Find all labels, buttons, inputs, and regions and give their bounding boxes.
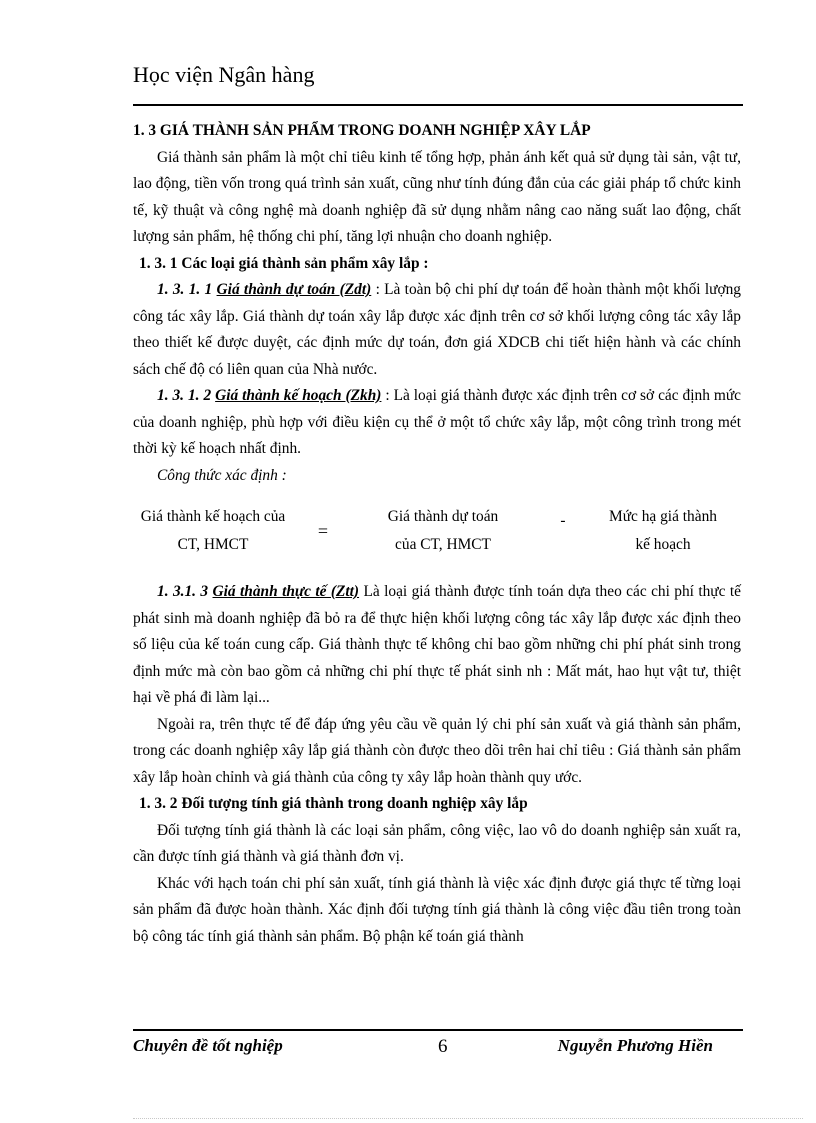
formula-block [133,503,741,579]
section-heading-1-3: 1. 3 GIÁ THÀNH SẢN PHẨM TRONG DOANH NGHIỆP XÂY LẮP [133,122,591,139]
paragraph-item-3 [133,579,741,712]
formula-left-line2: CT, HMCT [177,536,249,553]
page-header-title: Học viện Ngân hàng [133,62,315,87]
formula-left-term [123,503,303,559]
footer-author: Nguyễn Phương Hiền [557,1036,713,1055]
formula-mid-line1: Giá thành dự toán [387,508,499,525]
formula-left-line1: Giá thành kế hoạch của [140,508,286,525]
item-1-text: : Là toàn bộ chi phí dự toán để hoàn thành một khối lượng công tác xây lắp. Giá thành dự toán xây lắp được xác định trên cơ sở khối lượng công tác xây lắp theo thiết kế được duyệt, các định mức dự toán, đơn giá XDCB chi tiết hiện hành và các chính sách chế độ có liên quan của Nhà nước. [133,281,741,378]
section-heading-1-3-1: 1. 3. 1 Các loại giá thành sản phẩm xây lắp : [139,254,429,272]
item-2-title: Giá thành kế hoạch (Zkh) [215,387,382,404]
paragraph-item-2 [133,383,741,463]
formula-mid-line2: của CT, HMCT [395,536,491,553]
paragraph-object-detail: Khác với hạch toán chi phí sản xuất, tính giá thành là việc xác định được giá thực tế từng loại sản phẩm đã được hoàn thành. Xác định đối tượng tính giá thành là công việc đầu tiên trong toàn bộ công tác tính giá thành sản phẩm. Bộ phận kế toán giá thành [133,874,741,945]
footer-divider [133,1029,743,1031]
paragraph-intro: Giá thành sản phẩm là một chỉ tiêu kinh tế tổng hợp, phản ánh kết quả sử dụng tài sản, vật tư, lao động, tiền vốn trong quá trình sản xuất, cũng như tính đúng đắn của các giải pháp tổ chức kinh tế, kỹ thuật và công nghệ mà doanh nghiệp đã sử dụng nhằm nâng cao năng suất lao động, chất lượng sản phẩm, hệ thống chi phí, tăng lợi nhuận cho doanh nghiệp. [133,148,741,245]
formula-minus-sign: - [560,512,566,529]
formula-right-line2: kế hoạch [635,536,691,553]
item-3-title: Giá thành thực tế (Ztt) [212,583,360,600]
formula-label: Công thức xác định : [157,466,287,484]
formula-equals-sign: = [317,521,329,541]
item-1-title: Giá thành dự toán (Zdt) [216,281,372,298]
item-2-text: : Là loại giá thành được xác định trên cơ sở các định mức của doanh nghiệp, phù hợp với điều kiện cụ thể ở một tổ chức xây lắp, một công trình trong mét thời kỳ kế hoạch nhất định. [133,387,741,457]
footer-document-type: Chuyên đề tốt nghiệp [133,1036,283,1055]
paragraph-extra: Ngoài ra, trên thực tế để đáp ứng yêu cầu về quản lý chi phí sản xuất và giá thành sản phẩm, trong các doanh nghiệp xây lắp giá thành còn được theo dõi trên hai chỉ tiêu : Giá thành sản phẩm xây lắp hoàn chỉnh và giá thành của công ty xây lắp hoàn thành quy ước. [133,715,741,786]
page-footer [133,1036,743,1060]
paragraph-item-1 [133,277,741,383]
document-body [133,118,741,950]
formula-middle-term [363,503,523,559]
formula-right-term [581,503,745,559]
page-bottom-border [133,1118,803,1119]
section-heading-1-3-2: 1. 3. 2 Đối tượng tính giá thành trong doanh nghiệp xây lắp [139,795,528,812]
item-1-number: 1. 3. 1. 1 [157,281,213,298]
item-2-number: 1. 3. 1. 2 [157,387,212,404]
formula-right-line1: Mức hạ giá thành [609,508,717,525]
item-3-text: Là loại giá thành được tính toán dựa theo các chi phí thực tế phát sinh mà doanh nghiệp đã bỏ ra để thực hiện khối lượng công tác xây lắp được xác định theo số liệu của kế toán cung cấp. Giá thành thực tế không chỉ bao gồm những chi phí phát sinh trong định mức mà còn bao gồm cả những chi phí thực tế phát sinh nh : Mất mát, hao hụt vật tư, thiệt hại về phá đi làm lại... [133,583,741,706]
item-3-number: 1. 3.1. 3 [157,583,209,600]
header-divider [133,104,743,106]
paragraph-object-definition: Đối tượng tính giá thành là các loại sản phẩm, công việc, lao vô do doanh nghiệp sản xuất ra, cần được tính giá thành và giá thành đơn vị. [133,821,741,865]
page-number: 6 [438,1036,448,1057]
